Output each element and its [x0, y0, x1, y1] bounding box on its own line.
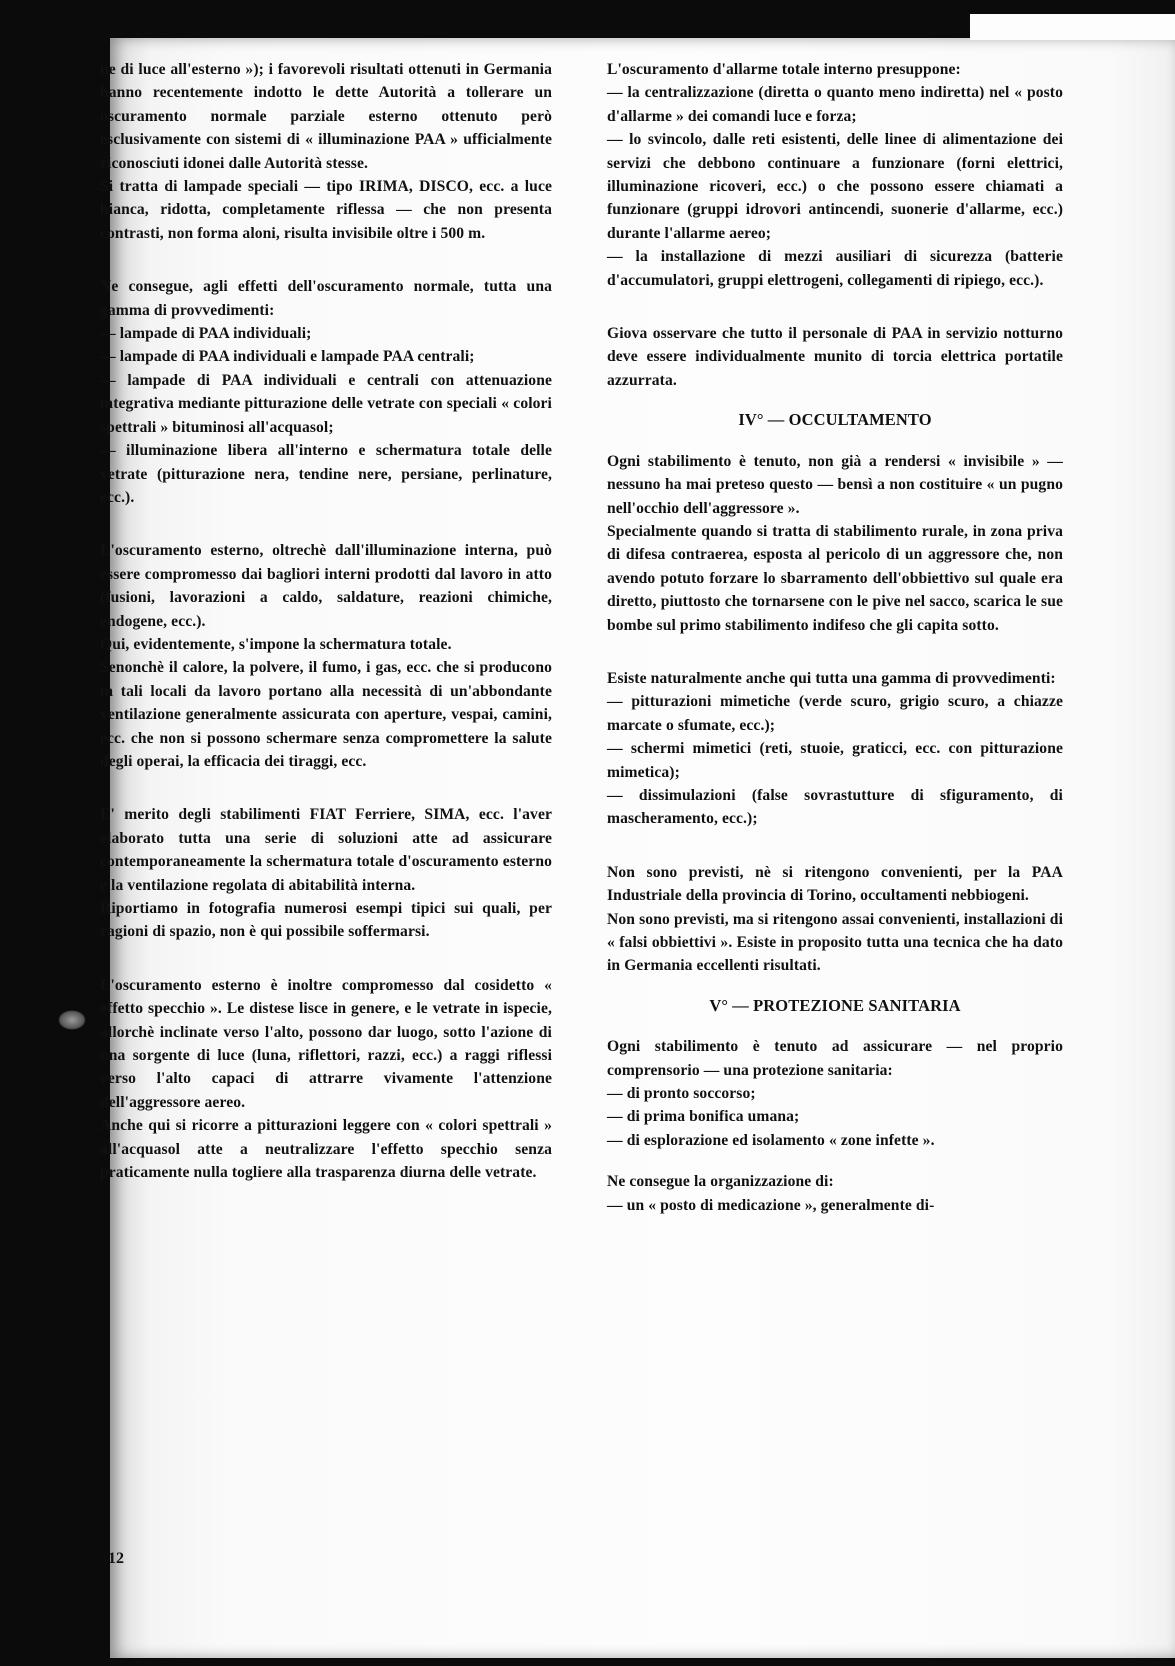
paragraph: L'oscuramento d'allarme totale interno presuppone: — [607, 61, 961, 78]
paragraph: Giova osservare che tutto il personale di PAA in servizio notturno deve essere individualmente munito di torcia elettrica portatile azzurrata. — [607, 325, 1063, 389]
list-item: — lampade di PAA individuali e centrali con attenuazione integrativa mediante pitturazione delle vetrate con speciali « colori spettrali » bituminosi all'acquasol; — [100, 371, 552, 436]
paragraph: Non sono previsti, ma si ritengono assai convenienti, installazioni di « falsi obbiettivi ». Esiste in proposito tutta una tecnica che ha dato in Germania eccellenti risultati. — [607, 910, 1063, 975]
paragraph-gap — [100, 509, 552, 539]
list-item: — schermi mimetici (reti, stuoie, graticci, ecc. con pitturazione mimetica); — [607, 740, 1063, 781]
paragraph: Ogni stabilimento è tenuto, non già a rendersi « invisibile » — nessuno ha mai preteso questo — bensì a non costituire « un pugno nell'occhio dell'aggressore ». — [607, 452, 1063, 517]
list-item: — illuminazione libera all'interno e schermatura totale delle vetrate (pitturazione nera, tendine nere, persiane, perlinature, ecc.). — [100, 442, 552, 506]
list-item: — pitturazioni mimetiche (verde scuro, grigio scuro, a chiazze marcate o sfumate, ecc.); — [607, 693, 1063, 734]
paragraph: Senonchè il calore, la polvere, il fumo, i gas, ecc. che si producono in tali locali da lavoro portano alla necessità di un'abbondante ventilazione generalmente assicurata con aperture, vespai, camini, ecc. che non si possono schermare senza compromettere la salute degli operai, la efficacia dei tiraggi, ecc. — [100, 659, 552, 770]
paragraph-gap — [100, 773, 552, 803]
page-corner — [970, 14, 1175, 40]
page-number: 12 — [108, 1550, 124, 1567]
paragraph: Ogni stabilimento è tenuto ad assicurare — nel proprio comprensorio — una protezione sanitaria: — [607, 1038, 1063, 1079]
paragraph: Ne consegue la organizzazione di: — [607, 1173, 834, 1191]
list-item: — dissimulazioni (false sovrastutture di sfiguramento, di mascheramento, ecc.); — [607, 786, 1063, 828]
list-item: — lo svincolo, dalle reti esistenti, delle linee di alimentazione dei servizi che debbono continuare a funzionare (forni elettrici, illuminazione ricoveri, ecc.) o che possono essere chiamati a funzionare (gruppi idrovori antincendi, suonerie d'allarme, ecc.) durante l'allarme aereo; — [607, 131, 1063, 242]
list-item: — di esplorazione ed isolamento « zone infette ». — [607, 1131, 935, 1149]
paragraph-gap — [100, 944, 552, 974]
paragraph: E' merito degli stabilimenti FIAT Ferriere, SIMA, ecc. l'aver elaborato tutta una serie di soluzioni atte ad assicurare contemporaneamente la schermatura totale d'oscuramento esterno e la ventilazione regolata di abitabilità interna. — [100, 806, 552, 894]
paragraph: L'oscuramento esterno, oltrechè dall'illuminazione interna, può essere compromesso dai bagliori interni prodotti dal lavoro in atto (fusioni, lavorazioni a caldo, saldature, reazioni chimiche, endogene, ecc.). — [100, 542, 552, 630]
paragraph: Esiste naturalmente anche qui tutta una gamma di provvedimenti: — [607, 669, 1056, 687]
list-item: — di pronto soccorso; — [607, 1085, 756, 1103]
list-item: — la centralizzazione (diretta o quanto meno indiretta) nel « posto d'allarme » dei comandi luce e forza; — [607, 84, 1063, 125]
paragraph-gap — [607, 292, 1063, 322]
right-column — [607, 58, 1063, 1217]
paragraph-gap — [607, 637, 1063, 667]
binding-mark — [58, 1010, 86, 1030]
list-item: — un « posto di medicazione », generalmente di- — [607, 1196, 935, 1214]
paragraph: Si tratta di lampade speciali — tipo IRIMA, DISCO, ecc. a luce bianca, ridotta, completamente riflessa — che non presenta contrasti, non forma aloni, risulta invisibile oltre i 500 m. — [100, 178, 552, 242]
paragraph: Anche qui si ricorre a pitturazioni leggere con « colori spettrali » all'acquasol atte a neutralizzare l'effetto specchio senza praticamente nulla togliere alla trasparenza diurna delle vetrate. — [100, 1117, 552, 1182]
paragraph: Riportiamo in fotografia numerosi esempi tipici sui quali, per ragioni di spazio, non è qui possibile soffermarsi. — [100, 900, 552, 941]
paragraph: ne di luce all'esterno »); i favorevoli risultati ottenuti in Germania hanno recentemente indotto le dette Autorità a tollerare un oscuramento normale parziale esterno ottenuto però esclusivamente con sistemi di « illuminazione PAA » ufficialmente riconosciuti idonei dalle Autorità stesse. — [100, 61, 552, 172]
section-heading: V° — PROTEZIONE SANITARIA — [709, 995, 961, 1015]
paragraph: L'oscuramento esterno è inoltre compromesso dal cosidetto « effetto specchio ». Le distese lisce in genere, e le vetrate in ispecie, allorchè inclinate verso l'alto, possono dar luogo, sotto l'azione di una sorgente di luce (luna, riflettori, razzi, ecc.) a raggi riflessi verso l'alto capaci di attrarre vivamente l'attenzione dell'aggressore aereo. — [100, 976, 552, 1111]
paragraph: Specialmente quando si tratta di stabilimento rurale, in zona priva di difesa contraerea, esposta al pericolo di un aggressore che, non avendo potuto forzare lo sbarramento dell'obbiettivo sul quale era diretto, piuttosto che tornarsene con le pive nel sacco, scarica le sue bombe sul primo stabilimento indifeso che gli capita sotto. — [607, 522, 1063, 634]
list-item: — di prima bonifica umana; — [607, 1108, 800, 1126]
list-item: — la installazione di mezzi ausiliari di sicurezza (batterie d'accumulatori, gruppi elettrogeni, collegamenti di ripiego, ecc.). — [607, 248, 1063, 289]
paragraph-gap — [607, 1152, 1063, 1170]
paragraph: Ne consegue, agli effetti dell'oscuramento normale, tutta una gamma di provvedimenti: — [100, 278, 552, 319]
section-heading: IV° — OCCULTAMENTO — [738, 410, 932, 430]
paragraph-gap — [100, 245, 552, 275]
paragraph: Qui, evidentemente, s'impone la schermatura totale. — [100, 635, 452, 653]
list-item: — lampade di PAA individuali e lampade PAA centrali; — [100, 348, 475, 366]
paragraph-gap — [607, 831, 1063, 861]
list-item: — lampade di PAA individuali; — [100, 325, 312, 343]
left-column — [100, 58, 552, 1184]
paragraph: Non sono previsti, nè si ritengono convenienti, per la PAA Industriale della provincia di Torino, occultamenti nebbiogeni. — [607, 863, 1063, 905]
